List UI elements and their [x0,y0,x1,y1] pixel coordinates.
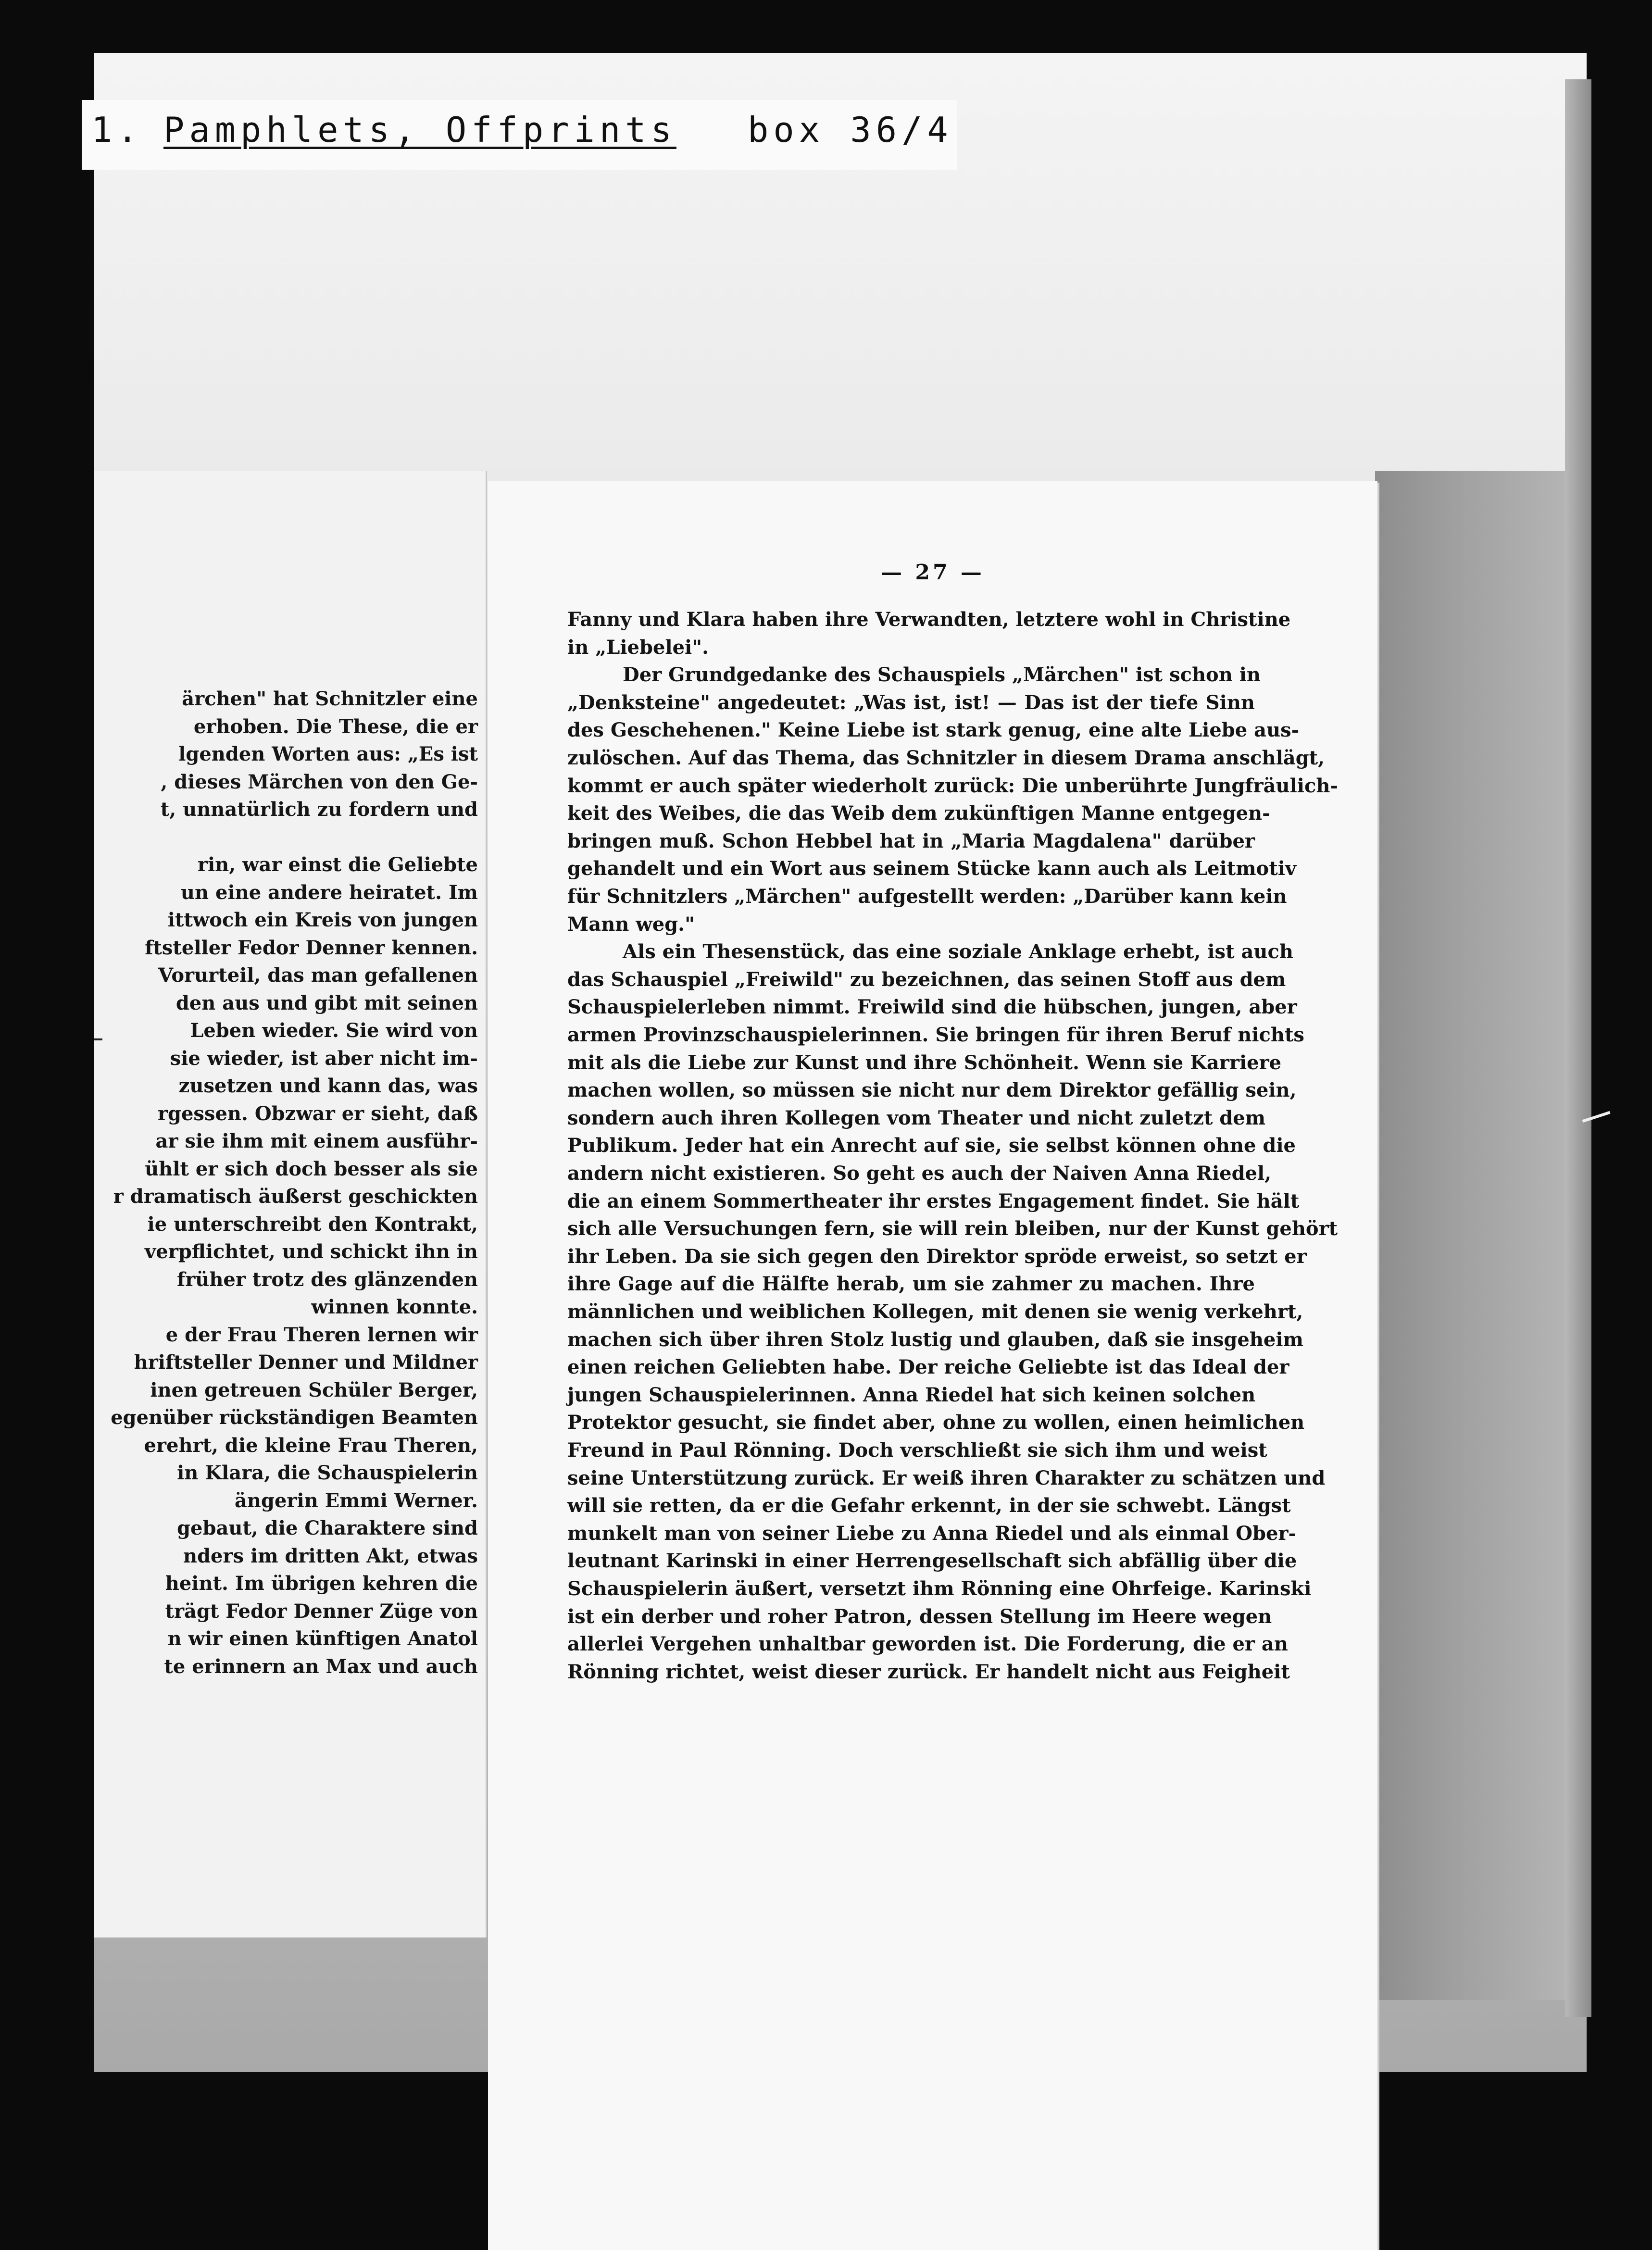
body-text-line: Schauspielerin äußert, versetzt ihm Rönning eine Ohrfeige. Karinski [567,1577,1312,1600]
left-page-line: erhoben. Die These, die er [193,715,478,738]
body-text-line: Fanny und Klara haben ihre Verwandten, letztere wohl in Christine [567,608,1291,631]
body-text-line: „Denksteine" angedeutet: „Was ist, ist! — Das ist der tiefe Sinn [567,691,1255,714]
left-page-fragment [94,471,487,1938]
left-page-line: ie unterschreibt den Kontrakt, [147,1212,478,1236]
left-page-line: rgessen. Obzwar er sieht, daß [157,1102,478,1125]
left-page-line: t, unnatürlich zu fordern und [160,798,478,821]
body-text-line: gehandelt und ein Wort aus seinem Stücke kann auch als Leitmotiv [567,857,1297,880]
body-text-line: ihr Leben. Da sie sich gegen den Direktor spröde erweist, so setzt er [567,1245,1307,1268]
left-page-line: r dramatisch äußerst geschickten [113,1185,478,1208]
body-text-line: Mann weg." [567,912,695,936]
left-page-line: ängerin Emmi Werner. [235,1489,478,1512]
right-page-27 [488,481,1377,2250]
body-text-line: jungen Schauspielerinnen. Anna Riedel hat sich keinen solchen [567,1383,1256,1406]
body-text-line: einen reichen Geliebten habe. Der reiche Geliebte ist das Ideal der [567,1356,1289,1379]
left-page-line: rin, war einst die Geliebte [197,853,478,876]
body-text-line: Der Grundgedanke des Schauspiels „Märchen" ist schon in [623,663,1261,687]
left-page-line: erehrt, die kleine Frau Theren, [144,1434,478,1457]
header-index: 1. [91,110,143,150]
left-page-line: zusetzen und kann das, was [178,1075,478,1097]
left-page-line: in Klara, die Schauspielerin [177,1462,478,1484]
left-page-line: Vorurteil, das man gefallenen [158,964,478,987]
body-text-line: ist ein derber und roher Patron, dessen Stellung im Heere wegen [567,1605,1272,1628]
left-page-line: nders im dritten Akt, etwas [183,1544,478,1567]
body-text-line: leutnant Karinski in einer Herrengesellschaft sich abfällig über die [567,1550,1297,1573]
left-page-line: den aus und gibt mit seinen [175,991,478,1014]
left-page-line: ühlt er sich doch besser als sie [145,1157,478,1180]
header-category: Pamphlets, Offprints [163,110,676,150]
body-text-line: Freund in Paul Rönning. Doch verschließt sie sich ihm und weist [567,1439,1267,1462]
body-text-line: bringen muß. Schon Hebbel hat in „Maria Magdalena" darüber [567,829,1255,852]
header-box: box 36/4 [748,110,953,150]
left-page-line: te erinnern an Max und auch [164,1655,478,1678]
left-page-line: inen getreuen Schüler Berger, [150,1378,478,1401]
body-text-line: will sie retten, da er die Gefahr erkennt, in der sie schwebt. Längst [567,1494,1291,1517]
body-text-line: mit als die Liebe zur Kunst und ihre Schönheit. Wenn sie Karriere [567,1051,1282,1074]
body-text-line: das Schauspiel „Freiwild" zu bezeichnen, das seinen Stoff aus dem [567,968,1286,991]
page-number: — 27 — [881,560,985,585]
body-text-line: für Schnitzlers „Märchen" aufgestellt werden: „Darüber kann kein [567,885,1287,908]
left-page-line: sie wieder, ist aber nicht im- [170,1047,478,1070]
left-page-line: verpflichtet, und schickt ihn in [145,1240,478,1263]
body-text-line: in „Liebelei". [567,636,709,659]
body-text-line: ihre Gage auf die Hälfte herab, um sie zahmer zu machen. Ihre [567,1273,1255,1296]
left-page-line: ar sie ihm mit einem ausführ- [155,1130,478,1152]
body-text-line: andern nicht existieren. So geht es auch der Naiven Anna Riedel, [567,1162,1272,1185]
left-page-line: heint. Im übrigen kehren die [165,1572,478,1595]
body-text-line: munkelt man von seiner Liebe zu Anna Riedel und als einmal Ober- [567,1522,1297,1545]
body-text-line: zulöschen. Auf das Thema, das Schnitzler in diesem Drama anschlägt, [567,747,1325,769]
left-page-line: ärchen" hat Schnitzler eine [182,688,478,710]
left-page-line: hriftsteller Denner und Mildner [134,1351,478,1374]
body-text-line: sich alle Versuchungen fern, sie will rein bleiben, nur der Kunst gehört [567,1217,1338,1240]
left-page-line: ftsteller Fedor Denner kennen. [145,936,478,959]
body-text-line: Schauspielerleben nimmt. Freiwild sind die hübschen, jungen, aber [567,996,1297,1019]
body-text-line: sondern auch ihren Kollegen vom Theater und nicht zuletzt dem [567,1106,1266,1129]
body-text-line: machen sich über ihren Stolz lustig und glauben, daß sie insgeheim [567,1328,1303,1351]
body-text-line: männlichen und weiblichen Kollegen, mit denen sie wenig verkehrt, [567,1300,1303,1323]
body-text-line: kommt er auch später wiederholt zurück: Die unberührte Jungfräulich- [567,774,1339,797]
left-page-line: egenüber rückständigen Beamten [111,1406,478,1429]
body-text-line: Protektor gesucht, sie findet aber, ohne zu wollen, einen heimlichen [567,1411,1305,1434]
body-text-line: des Geschehenen." Keine Liebe ist stark genug, eine alte Liebe aus- [567,719,1300,742]
left-page-line: , dieses Märchen von den Ge- [161,770,478,793]
body-text-line: machen wollen, so müssen sie nicht nur dem Direktor gefällig sein, [567,1079,1297,1102]
body-text-line: die an einem Sommertheater ihr erstes Engagement findet. Sie hält [567,1189,1300,1212]
left-page-line: ittwoch ein Kreis von jungen [167,909,478,931]
body-text-line: keit des Weibes, die das Weib dem zukünftigen Manne entgegen- [567,802,1270,825]
left-page-line: gebaut, die Charaktere sind [177,1517,478,1539]
body-text-line: seine Unterstützung zurück. Er weiß ihren Charakter zu schätzen und [567,1466,1326,1489]
left-page-line: winnen konnte. [311,1296,478,1318]
left-page-line: früher trotz des glänzenden [176,1268,478,1291]
page-shadow [1375,471,1565,2000]
body-text-line: armen Provinzschauspielerinnen. Sie bringen für ihren Beruf nichts [567,1024,1304,1046]
left-page-line: n wir einen künftigen Anatol [167,1627,478,1650]
body-text-line: allerlei Vergehen unhaltbar geworden ist. Die Forderung, die er an [567,1633,1288,1656]
body-text-line: Als ein Thesenstück, das eine soziale Anklage erhebt, ist auch [623,940,1293,963]
left-page-line: e der Frau Theren lernen wir [165,1323,478,1346]
body-text-line: Publikum. Jeder hat ein Anrecht auf sie, sie selbst können ohne die [567,1134,1296,1157]
left-page-line: trägt Fedor Denner Züge von [165,1600,478,1623]
left-page-line: lgenden Worten aus: „Es ist [178,743,478,765]
left-page-line: Leben wieder. Sie wird von [190,1019,478,1042]
body-text-line: Rönning richtet, weist dieser zurück. Er handelt nicht aus Feigheit [567,1660,1290,1683]
left-page-line: un eine andere heiratet. Im [180,881,478,904]
folder-edge [1565,79,1591,2017]
